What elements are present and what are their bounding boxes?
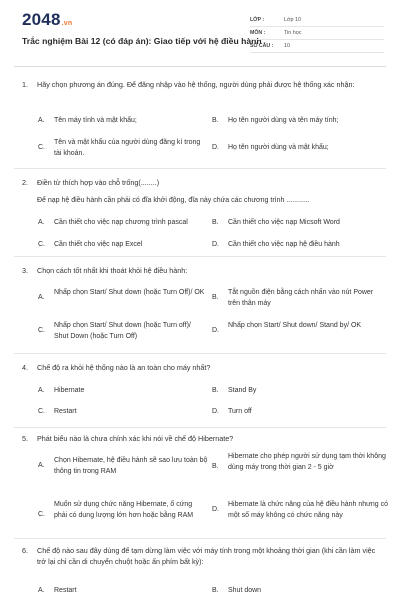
question-number: 2. — [22, 178, 28, 187]
question-body: Chế độ ra khỏi hệ thống nào là an toàn cho máy nhất? — [37, 363, 211, 372]
question-body: Điền từ thích hợp vào chỗ trống(........) — [37, 178, 160, 187]
option-text: Tên máy tính và mật khẩu; — [54, 117, 137, 124]
option-letter: B. — [212, 587, 219, 594]
meta-label: LỚP : — [250, 16, 265, 23]
option-text: Chọn Hibernate, hệ điều hành sẽ sao lưu toàn bộ thông tin trong RAM — [54, 457, 208, 475]
option-text: Shut down — [228, 587, 262, 594]
option-text: Cần thiết cho việc nạp chương trình pascal — [54, 219, 188, 226]
option-text: Restart — [54, 408, 77, 415]
option-letter: D. — [212, 506, 219, 513]
meta-row-class — [250, 14, 384, 27]
option-letter: C. — [38, 144, 45, 151]
option-letter: A. — [38, 587, 45, 594]
option-text: Nhấp chọn Start/ Shut down/ Stand by/ OK — [228, 322, 362, 329]
question-separator — [14, 256, 386, 257]
meta-label: SỐ CÂU : — [250, 42, 274, 49]
question-separator — [14, 427, 386, 428]
logo-main: 2048 — [22, 10, 61, 29]
option-letter: D. — [212, 241, 219, 248]
meta-value: 10 — [284, 42, 290, 49]
option-letter: A. — [38, 117, 45, 124]
question-body: Chế độ nào sau đây dùng để tạm dừng làm việc với máy tính trong một khoảng thời gian (khi cần làm việc trở lại chỉ cần di chuyển chuột hoặc ấn phím bất kỳ): — [37, 546, 376, 566]
option-letter: B. — [212, 294, 219, 301]
option-letter: A. — [38, 387, 45, 394]
option-text: Nhấp chọn Start/ Shut down (hoặc Turn Off)/ OK — [54, 289, 205, 296]
option-text: Hibernate — [54, 387, 85, 394]
question-extra: Để nạp hệ điều hành cần phải có đĩa khởi động, đĩa này chứa các chương trình ............ — [37, 197, 310, 204]
meta-row-count — [250, 40, 384, 53]
question-number: 4. — [22, 363, 28, 372]
header-divider — [14, 66, 386, 67]
option-letter: B. — [212, 117, 219, 124]
option-text: Hibernate cho phép người sử dụng tạm thời không dùng máy trong thời gian 2 - 5 giờ — [228, 453, 386, 471]
option-text: Tắt nguồn điện bằng cách nhấn vào nút Power trên thân máy — [228, 289, 374, 307]
option-text: Cần thiết cho việc nạp hệ điều hành — [228, 241, 340, 248]
option-text: Restart — [54, 587, 77, 594]
meta-label: MÔN : — [250, 29, 266, 36]
question-separator — [14, 538, 386, 539]
option-letter: C. — [38, 241, 45, 248]
option-letter: B. — [212, 387, 219, 394]
option-letter: B. — [212, 463, 219, 470]
option-text: Họ tên người dùng và tên máy tính; — [228, 117, 339, 124]
option-text: Cần thiết cho việc nạp Excel — [54, 241, 143, 248]
meta-table — [250, 14, 384, 53]
question-separator — [14, 353, 386, 354]
option-letter: D. — [212, 408, 219, 415]
question-number: 1. — [22, 80, 28, 89]
option-letter: A. — [38, 462, 45, 469]
option-letter: D. — [212, 144, 219, 151]
option-letter: C. — [38, 408, 45, 415]
option-letter: D. — [212, 327, 219, 334]
logo-tld: .vn — [61, 20, 73, 27]
question-body: Hãy chọn phương án đúng. Để đăng nhập vào hệ thống, người dùng phải được hệ thống xác nhận: — [37, 80, 355, 89]
question-body: Chọn cách tốt nhất khi thoát khỏi hệ điều hành: — [37, 266, 188, 275]
option-text: Nhấp chọn Start/ Shut down (hoặc Turn off)/ Shut Down (hoặc Turn Off) — [54, 322, 191, 340]
page-header — [0, 0, 400, 62]
option-letter: A. — [38, 219, 45, 226]
option-text: Hibernate là chức năng của hệ điều hành nhưng có một số máy không có chức năng này — [228, 501, 388, 519]
question-number: 5. — [22, 434, 28, 443]
option-text: Tên và mật khẩu của người dùng đăng kí trong tài khoản. — [54, 139, 201, 157]
question-number: 6. — [22, 546, 28, 555]
question-separator — [14, 168, 386, 169]
option-letter: B. — [212, 219, 219, 226]
option-text: Turn off — [228, 408, 252, 415]
question-body: Phát biểu nào là chưa chính xác khi nói về chế độ Hibernate? — [37, 434, 234, 443]
option-letter: C. — [38, 327, 45, 334]
meta-value: Lớp 10 — [284, 16, 302, 23]
page-title: Trắc nghiệm Bài 12 (có đáp án): Giao tiếp với hệ điều hành — [22, 36, 262, 46]
option-text: Cần thiết cho việc nạp Micsoft Word — [228, 219, 340, 226]
meta-value: Tin học — [284, 29, 302, 36]
option-text: Stand By — [228, 387, 257, 394]
question-number: 3. — [22, 266, 28, 275]
option-letter: A. — [38, 294, 45, 301]
meta-row-subject — [250, 27, 384, 40]
option-text: Họ tên người dùng và mật khẩu; — [228, 144, 329, 151]
option-letter: C. — [38, 511, 45, 518]
option-text: Muốn sử dụng chức năng Hibernate, ổ cứng phải có dung lượng lớn hơn hoặc bằng RAM — [54, 501, 194, 519]
